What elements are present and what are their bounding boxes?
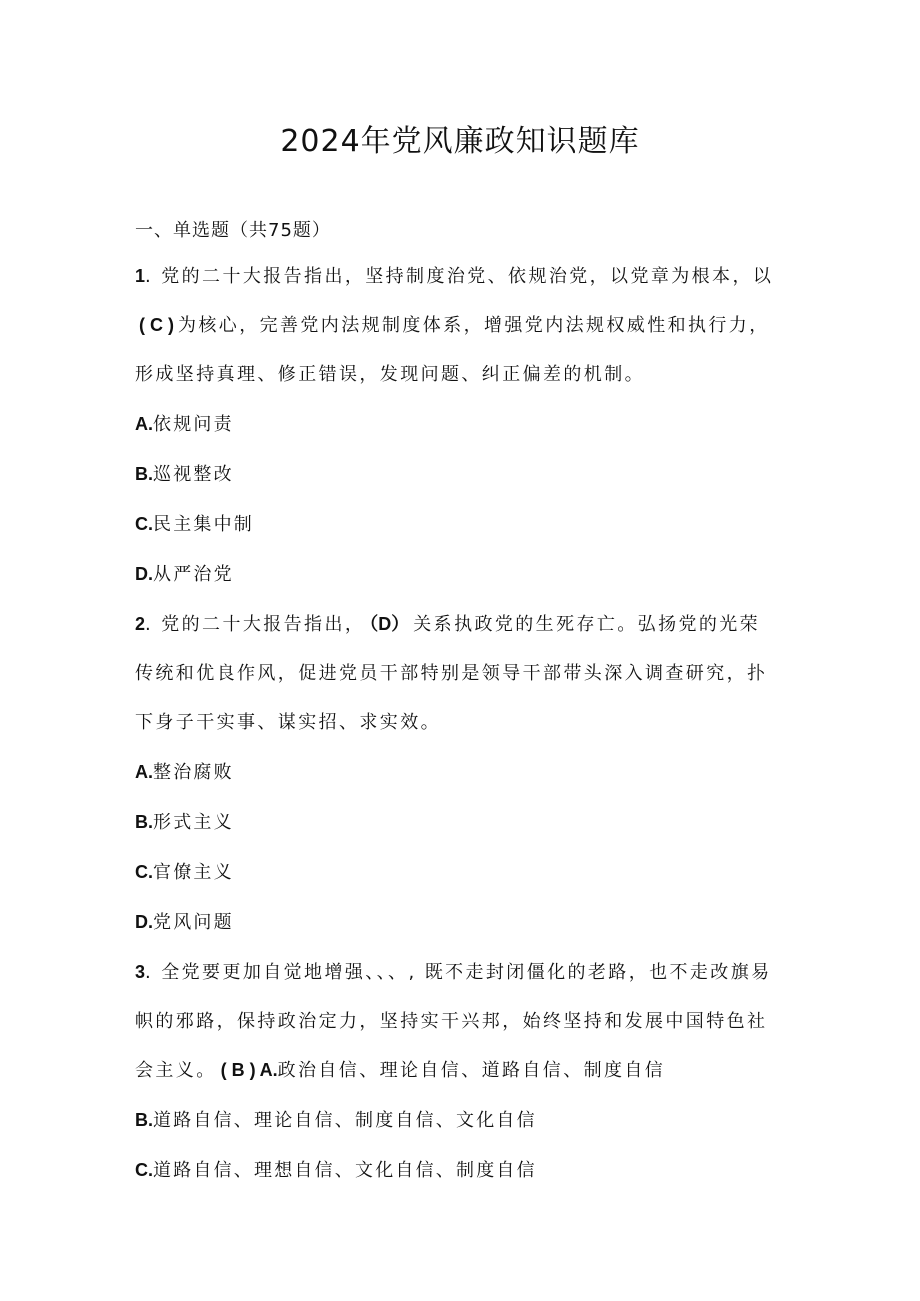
option-letter: C. [135, 862, 153, 882]
option-text: 道路自信、理论自信、制度自信、文化自信 [153, 1110, 537, 1131]
option-letter: A. [259, 1060, 278, 1080]
option-letter: C. [135, 514, 153, 534]
option-text: 党风问题 [153, 912, 234, 933]
option-letter: D. [135, 564, 153, 584]
option-text: 从严治党 [153, 564, 234, 585]
option-letter: C. [135, 1160, 153, 1180]
question-2-text-before: . 党的二十大报告指出， [145, 614, 366, 635]
question-2-option-d [135, 910, 780, 935]
option-text: 整治腐败 [153, 762, 234, 783]
question-3-option-a-text: 政治自信、理论自信、道路自信、制度自信 [277, 1060, 666, 1081]
option-text: 巡视整改 [153, 464, 234, 485]
question-3-number: 3 [135, 962, 146, 982]
question-3-option-c [135, 1158, 780, 1183]
option-letter: A. [135, 762, 153, 782]
question-list [135, 264, 780, 1208]
option-letter: A. [135, 414, 153, 434]
question-1-text-after: 为核心，完善党内法规制度体系，增强党内法规权威性和执行力，形成坚持真理、修正错误，发现问题、纠正偏差的机制。 [135, 315, 770, 385]
option-letter: B. [135, 464, 153, 484]
question-2-number: 2 [135, 614, 146, 634]
question-1-option-b [135, 462, 780, 487]
question-1-answer: ( C ) [139, 315, 174, 335]
option-text: 民主集中制 [153, 514, 254, 535]
question-2-option-b [135, 810, 780, 835]
option-text: 形式主义 [153, 812, 234, 833]
question-2-stem [135, 600, 780, 747]
question-3-stem [135, 948, 780, 1095]
question-2-option-c [135, 860, 780, 885]
question-2-option-a [135, 760, 780, 785]
document-title: 2024年党风廉政知识题库 [280, 124, 640, 159]
question-1-option-a [135, 412, 780, 437]
question-3-answer: ( B ) [220, 1060, 256, 1080]
option-letter: B. [135, 812, 153, 832]
question-1-number: 1 [135, 266, 146, 286]
option-letter: B. [135, 1110, 153, 1130]
question-1-option-d [135, 562, 780, 587]
question-3-option-b [135, 1108, 780, 1133]
option-text: 道路自信、理想自信、文化自信、制度自信 [153, 1160, 537, 1181]
option-text: 官僚主义 [153, 862, 234, 883]
section-header: 一、单选题（共75题） [135, 220, 331, 241]
question-1-option-c [135, 512, 780, 537]
question-1-text-before: . 党的二十大报告指出，坚持制度治党、依规治党，以党章为根本，以 [145, 266, 774, 287]
question-2-text-after: 关系执政党的生死存亡。弘扬党的光荣传统和优良作风，促进党员干部特别是领导干部带头深入调查研究，扑下身子干实事、谋实招、求实效。 [135, 614, 768, 733]
question-3-text-before: . 全党要更加自觉地增强、、、, 既不走封闭僵化的老路，也不走改旗易帜的邪路，保持政治定力，坚持实干兴邦，始终坚持和发展中国特色社会主义。 [135, 962, 772, 1081]
option-letter: D. [135, 912, 153, 932]
option-text: 依规问责 [153, 414, 234, 435]
question-1-stem [135, 252, 780, 399]
question-2-answer: （D） [369, 614, 410, 634]
